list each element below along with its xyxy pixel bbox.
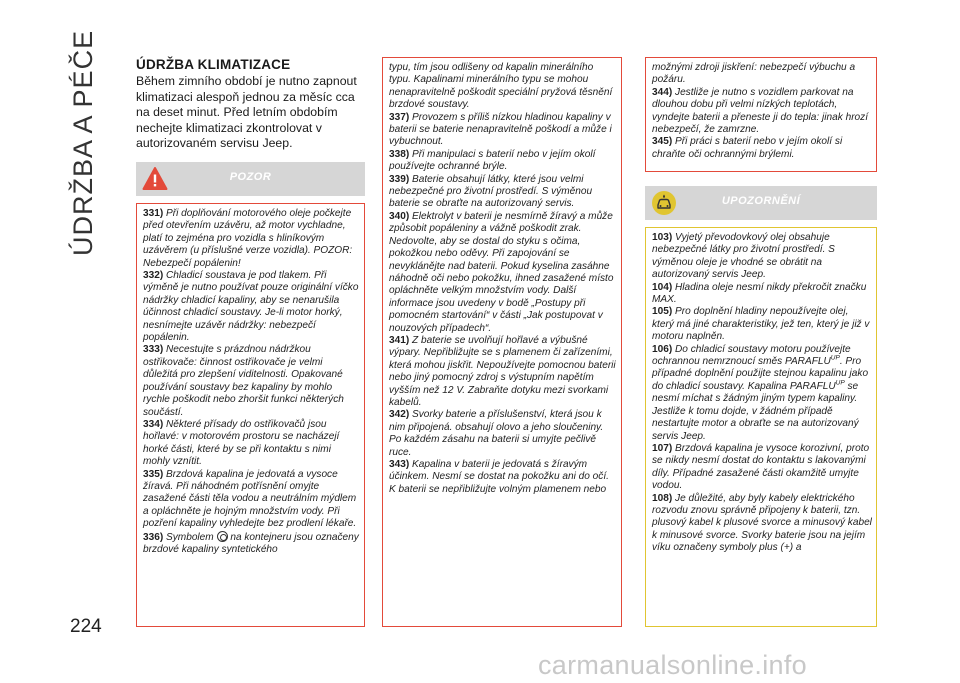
warning-item: 341) Z baterie se uvolňují hořlavé a výbušné výpary. Nepřibližujte se s plamenem či zařízeními, která mohou jiskřit. Nepoužívejte pomocnou baterii nebo jiný pomocný zdroj s výstupním napětím vyšším než 12 V. Zabraňte dotyku mezi svorkami kabelů. — [389, 334, 616, 408]
dot-symbol-icon — [217, 531, 228, 542]
warning-box-col3 — [645, 57, 877, 172]
warning-item: 339) Baterie obsahují látky, které jsou velmi nebezpečné pro životní prostředí. S výměnou baterie se obraťte na autorizovaný servis. — [389, 173, 593, 210]
notice-item: 105) Pro doplnění hladiny nepoužívejte olej, který má jiné charakteristiky, jež ten, který je již v motoru naplněn. — [652, 306, 870, 343]
notice-text-col3 — [652, 232, 872, 555]
section-heading: ÚDRŽBA KLIMATIZACE — [136, 57, 291, 72]
warning-item: typu, tím jsou odlišeny od kapalin minerálního typu. Kapalinami minerálního typu se mohou nenapravitelně poškodit speciální pryžová těsnění brzdové soustavy. — [389, 62, 613, 111]
warning-item: 334) Některé přísady do ostřikovačů jsou hořlavé: v motorovém prostoru se nacházejí horké části, které by se při kontaktu s nimi mohly vznítit. — [143, 418, 340, 468]
warning-item: 338) Při manipulaci s baterií nebo v jejím okolí používejte ochranné brýle. — [389, 148, 596, 173]
warning-item: 336) Symbolem na kontejneru jsou označeny brzdové kapaliny syntetického — [143, 531, 359, 555]
warning-item: 340) Elektrolyt v baterii je nesmírně žíravý a může způsobit popáleniny a vážně poškodit zrak. Nedovolte, aby se dostal do styku s očima, pokožkou nebo oděvy. Při zapojování se nevyklánějte nad baterii. Pokud kyselina zasáhne náhodně oči nebo pokožku, ihned zasažené místo opláchněte velkým množstvím vody. Další informace jsou uvedeny v bodě „Postupy při pomocném startování“ v části „Jak postupovat v nouzových případech“. — [389, 210, 614, 334]
notice-banner — [645, 186, 877, 220]
page-number: 224 — [70, 616, 102, 637]
warning-box-col1 — [136, 203, 365, 627]
warning-item: 335) Brzdová kapalina je jedovatá a vysoce žíravá. Při náhodném potřísnění omyjte zasažené části těla vodou a neutrálním mýdlem a opláchněte je hojným množstvím vody. Při pozření kapaliny vyhledejte bez prodlení lékaře. — [143, 468, 357, 530]
notice-item: 108) Je důležité, aby byly kabely elektrického rozvodu znovu správně připojeny k baterii, tzn. plusový kabel k plusové svorce a minusový kabel k minusové svorce. Svorky baterie jsou na jejím víku označeny symboly plus (+) a — [652, 492, 872, 554]
notice-banner-label: UPOZORNĚNÍ — [721, 195, 801, 207]
warning-banner-label: POZOR — [229, 171, 272, 183]
section-intro — [136, 56, 364, 152]
warning-box-col2 — [382, 57, 622, 627]
warning-item: 337) Provozem s příliš nízkou hladinou kapaliny v baterii se baterie nenapravitelně poškodí a může i vybuchnout. — [389, 111, 612, 148]
warning-text-col3 — [652, 62, 872, 161]
notice-item: 107) Brzdová kapalina je vysoce korozivní, proto se nikdy nesmí dostat do kontaktu s lakovanými díly. Případné zasažené části okamžitě umyjte vodou. — [652, 442, 870, 492]
warning-item: 342) Svorky baterie a příslušenství, která jsou k nim připojená. obsahují olovo a jeho sloučeniny. Po každém zásahu na baterii si umyjte pečlivě ruce. — [389, 409, 604, 458]
watermark: carmanualsonline.info — [538, 650, 807, 680]
warning-text-col1 — [143, 208, 360, 556]
warning-item: 344) Jestliže je nutno s vozidlem parkovat na dlouhou dobu při velmi nízkých teplotách, vyndejte baterii a přeneste ji do tepla: jinak hrozí nebezpečí, že zamrzne. — [652, 86, 869, 136]
warning-item: 333) Necestujte s prázdnou nádržkou ostřikovače: činnost ostřikovače je velmi důležitá pro zlepšení viditelnosti. Opakované používání soustavy bez kapaliny by mohlo rychle poškodit nebo zhoršit funkci některých součástí. — [143, 344, 344, 418]
warning-text-col2 — [389, 62, 617, 496]
warning-banner — [136, 162, 365, 196]
notice-box-col3 — [645, 227, 877, 627]
warning-item: 345) Při práci s baterií nebo v jejím okolí si chraňte oči ochrannými brýlemi. — [652, 136, 843, 160]
warning-item: 331) Při doplňování motorového oleje počkejte před otevřením uzávěru, až motor vychladne, platí to zejména pro vozidla s hliníkovým uzávěrem (u příslušné verze vozidla). POZOR: Nebezpečí popálenin! — [143, 208, 353, 269]
notice-item: 103) Vyjetý převodovkový olej obsahuje nebezpečné látky pro životní prostředí. S výměnou oleje je vhodné se obrátit na autorizovaný servis Jeep. — [652, 232, 835, 281]
chapter-title: ÚDRŽBA A PÉČE — [68, 30, 98, 257]
notice-item: 104) Hladina oleje nesmí nikdy překročit značku MAX. — [652, 281, 867, 306]
warning-item: 343) Kapalina v baterii je jedovatá s žíravým účinkem. Nesmí se dostat na pokožku ani do očí. K baterii se nepřibližujte volným plamenem nebo — [389, 459, 609, 495]
warning-item: možnými zdroji jiskření: nebezpečí výbuchu a požáru. — [652, 62, 856, 86]
warning-item: 332) Chladicí soustava je pod tlakem. Při výměně je nutno používat pouze originální víčko nádržky chladicí kapaliny, aby se nenarušila účinnost chladicí soustavy. Je-li motor horký, nesnímejte uzávěr nádržky: nebezpečí popálenin. — [143, 270, 359, 344]
section-intro-text: Během zimního období je nutno zapnout klimatizaci alespoň jednou za měsíc cca na deset minut. Před letním obdobím nechejte klimatizaci zkontrolovat v autorizovaném servisu Jeep. — [136, 74, 357, 150]
notice-item: 106) Do chladicí soustavy motoru používejte ochrannou nemrznoucí směs $PARAFLU^{UP}$. Pro případné doplnění použijte stejnou kapalinu jako do chladicí soustavy. Kapalina $PARAFLU^{UP}$ se nesmí míchat s žádným jiným typem kapaliny. Jestliže k tomu dojde, v žádném případě nestartujte motor a obraťte se na autorizovaný servis Jeep. — [652, 343, 869, 442]
